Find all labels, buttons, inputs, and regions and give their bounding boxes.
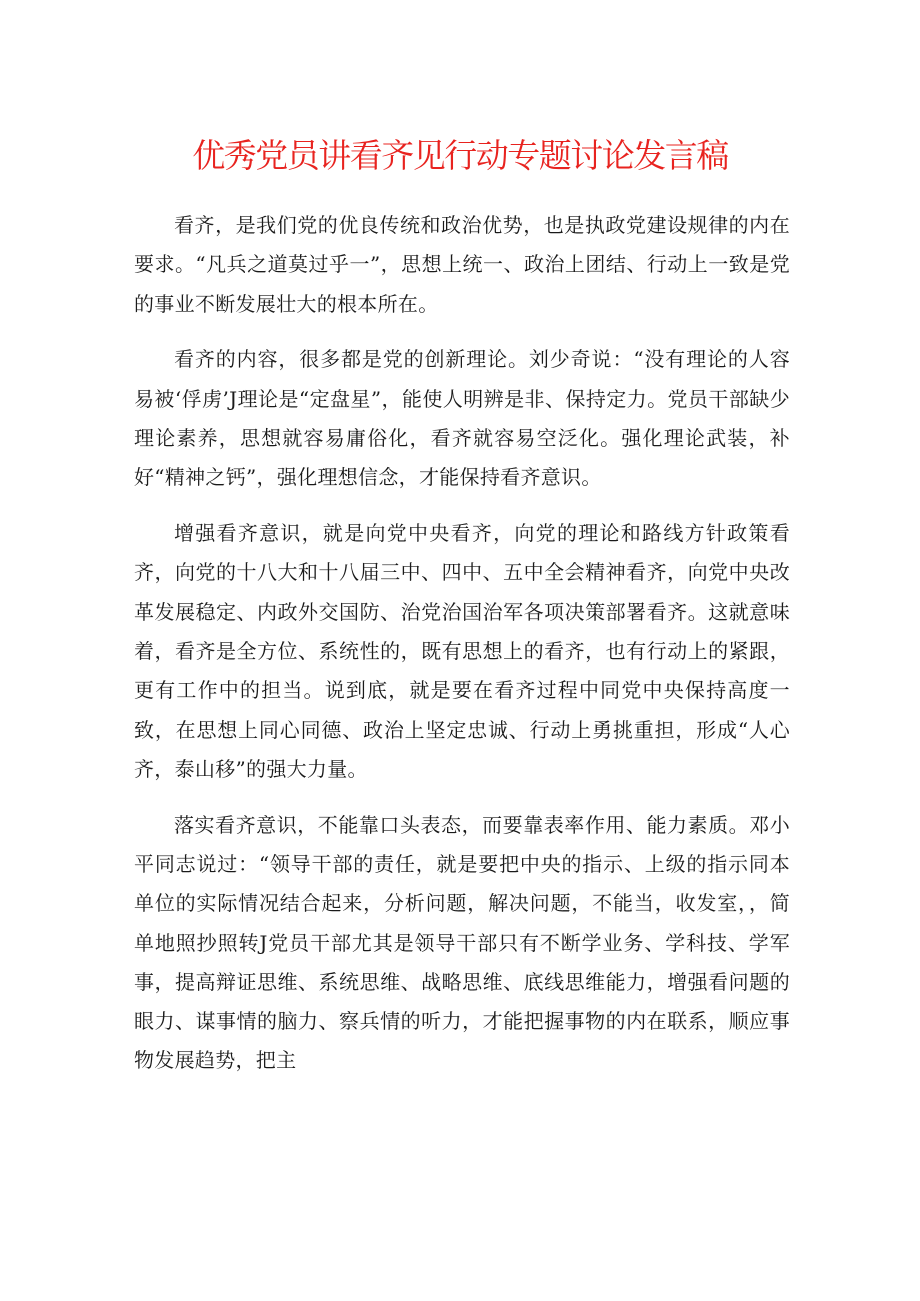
paragraph-3: 增强看齐意识，就是向党中央看齐，向党的理论和路线方针政策看齐，向党的十八大和十八届三中、四中、五中全会精神看齐，向党中央改革发展稳定、内政外交国防、治党治国治军各项决策部署看齐。这就意味着，看齐是全方位、系统性的，既有思想上的看齐，也有行动上的紧跟，更有工作中的担当。说到底，就是要在看齐过程中同党中央保持高度一致，在思想上同心同德、政治上坚定忠诚、行动上勇挑重担，形成“人心齐，泰山移”的强大力量。	[134, 521, 790, 781]
paragraph-1: 看齐，是我们党的优良传统和政治优势，也是执政党建设规律的内在要求。“凡兵之道莫过乎一”，思想上统一、政治上团结、行动上一致是党的事业不断发展壮大的根本所在。	[134, 213, 790, 316]
paragraph-4: 落实看齐意识，不能靠口头表态，而要靠表率作用、能力素质。邓小平同志说过：“领导干部的责任，就是要把中央的指示、上级的指示同本单位的实际情况结合起来，分析问题，解决问题，不能当，收发室，，简单地照抄照转J党员干部尤其是领导干部只有不断学业务、学科技、学军事，提高辩证思维、系统思维、战略思维、底线思维能力，增强看问题的眼力、谋事情的脑力、察兵情的听力，才能把握事物的内在联系，顺应事物发展趋势，把主	[134, 812, 790, 1073]
paragraph-2: 看齐的内容，很多都是党的创新理论。刘少奇说：“没有理论的人容易被‘俘虏’J理论是“定盘星”，能使人明辨是非、保持定力。党员干部缺少理论素养，思想就容易庸俗化，看齐就容易空泛化。强化理论武装，补好“精神之钙”，强化理想信念，才能保持看齐意识。	[134, 347, 790, 490]
document-body	[134, 206, 790, 1097]
document-title: 优秀党员讲看齐见行动专题讨论发言稿	[192, 136, 728, 175]
